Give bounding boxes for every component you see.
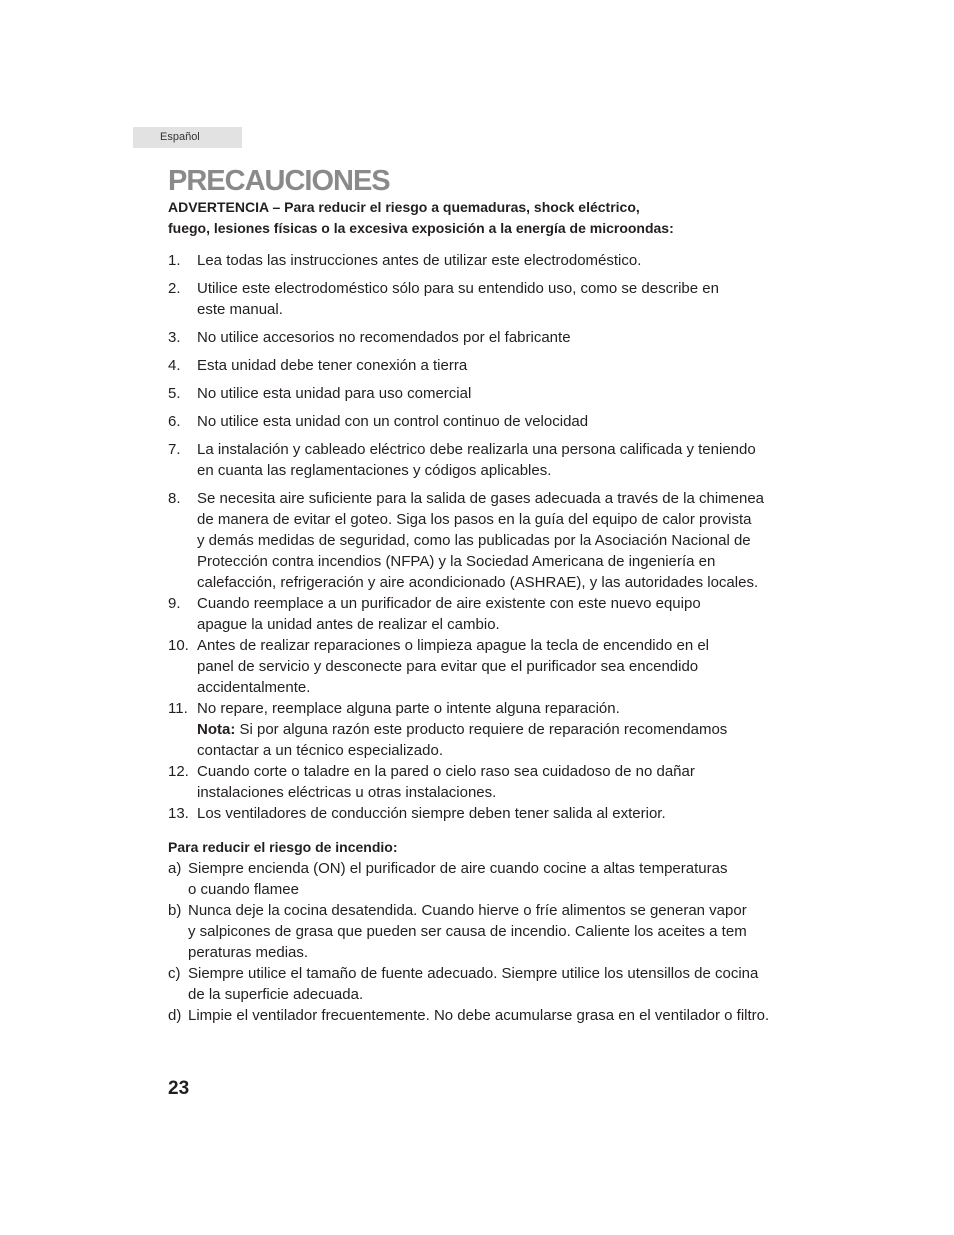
item-number: 8. (168, 490, 181, 507)
item-number: 2. (168, 280, 181, 297)
page-title: PRECAUCIONES (168, 165, 390, 197)
list-item (168, 327, 808, 348)
item-line: No utilice esta unidad para uso comercial (197, 385, 472, 402)
warning-heading (168, 197, 808, 239)
warning-line: ADVERTENCIA – Para reducir el riesgo a quemaduras, shock eléctrico, (168, 199, 640, 215)
item-line: panel de servicio y desconecte para evitar que el purificador sea encendido (197, 658, 699, 675)
list-item (168, 355, 808, 376)
item-number: 7. (168, 441, 181, 458)
item-line: Nunca deje la cocina desatendida. Cuando hierve o fríe alimentos se generan vapor (188, 902, 747, 919)
list-item (168, 383, 808, 404)
list-item (168, 635, 808, 698)
item-letter: a) (168, 860, 182, 877)
item-letter: d) (168, 1007, 182, 1024)
fire-risk-heading: Para reducir el riesgo de incendio: (168, 839, 398, 855)
language-tab: Español (133, 127, 242, 148)
item-line: Esta unidad debe tener conexión a tierra (197, 357, 468, 374)
item-line: Siempre utilice el tamaño de fuente adecuado. Siempre utilice los utensillos de cocina (188, 965, 759, 982)
item-line: Siempre encienda (ON) el purificador de aire cuando cocine a altas temperaturas (188, 860, 728, 877)
fire-risk-section (168, 837, 808, 1026)
page-number: 23 (168, 1078, 190, 1099)
item-line: Utilice este electrodoméstico sólo para su entendido uso, como se describe en (197, 280, 719, 297)
item-line: accidentalmente. (197, 679, 311, 696)
item-line: Los ventiladores de conducción siempre deben tener salida al exterior. (197, 805, 666, 822)
item-line: Cuando corte o taladre en la pared o cielo raso sea cuidadoso de no dañar (197, 763, 695, 780)
item-line: Lea todas las instrucciones antes de utilizar este electrodoméstico. (197, 252, 642, 269)
item-line: Protección contra incendios (NFPA) y la Sociedad Americana de ingeniería en (197, 553, 716, 570)
item-letter: c) (168, 965, 181, 982)
list-item (168, 698, 808, 761)
list-item (168, 439, 808, 481)
item-line: y demás medidas de seguridad, como las publicadas por la Asociación Nacional de (197, 532, 751, 549)
item-line: contactar a un técnico especializado. (197, 742, 443, 759)
item-line: de manera de evitar el goteo. Siga los pasos en la guía del equipo de calor provista (197, 511, 752, 528)
item-line: calefacción, refrigeración y aire acondicionado (ASHRAE), y las autoridades locales. (197, 574, 759, 591)
item-number: 12. (168, 763, 189, 780)
item-line: Se necesita aire suficiente para la salida de gases adecuada a través de la chimenea (197, 490, 765, 507)
item-note (197, 719, 808, 740)
item-letter: b) (168, 902, 182, 919)
item-number: 1. (168, 252, 181, 269)
item-line: y salpicones de grasa que pueden ser causa de incendio. Caliente los aceites a tem (188, 923, 747, 940)
list-item (168, 963, 808, 1005)
item-line: Antes de realizar reparaciones o limpieza apague la tecla de encendido en el (197, 637, 709, 654)
item-number: 10. (168, 637, 189, 654)
item-line: Cuando reemplace a un purificador de aire existente con este nuevo equipo (197, 595, 701, 612)
precautions-list (168, 250, 808, 824)
list-item (168, 593, 808, 635)
item-line: No repare, reemplace alguna parte o intente alguna reparación. (197, 700, 620, 717)
item-line: No utilice esta unidad con un control continuo de velocidad (197, 413, 589, 430)
item-line: apague la unidad antes de realizar el cambio. (197, 616, 500, 633)
item-line: La instalación y cableado eléctrico debe realizarla una persona calificada y teniendo (197, 441, 756, 458)
item-line: Limpie el ventilador frecuentemente. No debe acumularse grasa en el ventilador o filtro. (188, 1007, 770, 1024)
item-line: o cuando flamee (188, 881, 299, 898)
item-number: 9. (168, 595, 181, 612)
item-number: 3. (168, 329, 181, 346)
item-number: 13. (168, 805, 189, 822)
list-item (168, 488, 808, 593)
item-line: en cuanta las reglamentaciones y códigos aplicables. (197, 462, 552, 479)
item-number: 6. (168, 413, 181, 430)
list-item (168, 858, 808, 900)
item-line: No utilice accesorios no recomendados por el fabricante (197, 329, 571, 346)
list-item (168, 803, 808, 824)
item-line: instalaciones eléctricas u otras instalaciones. (197, 784, 497, 801)
note-text: Si por alguna razón este producto requiere de reparación recomendamos (235, 721, 728, 738)
note-label: Nota: (197, 721, 236, 738)
list-item (168, 900, 808, 963)
list-item (168, 1005, 808, 1026)
list-item (168, 761, 808, 803)
list-item (168, 278, 808, 320)
item-number: 11. (168, 700, 188, 717)
list-item (168, 250, 808, 271)
list-item (168, 411, 808, 432)
item-line: de la superficie adecuada. (188, 986, 364, 1003)
item-line: peraturas medias. (188, 944, 309, 961)
item-number: 5. (168, 385, 181, 402)
item-line: este manual. (197, 301, 283, 318)
item-number: 4. (168, 357, 181, 374)
warning-line: fuego, lesiones físicas o la excesiva exposición a la energía de microondas: (168, 220, 674, 236)
